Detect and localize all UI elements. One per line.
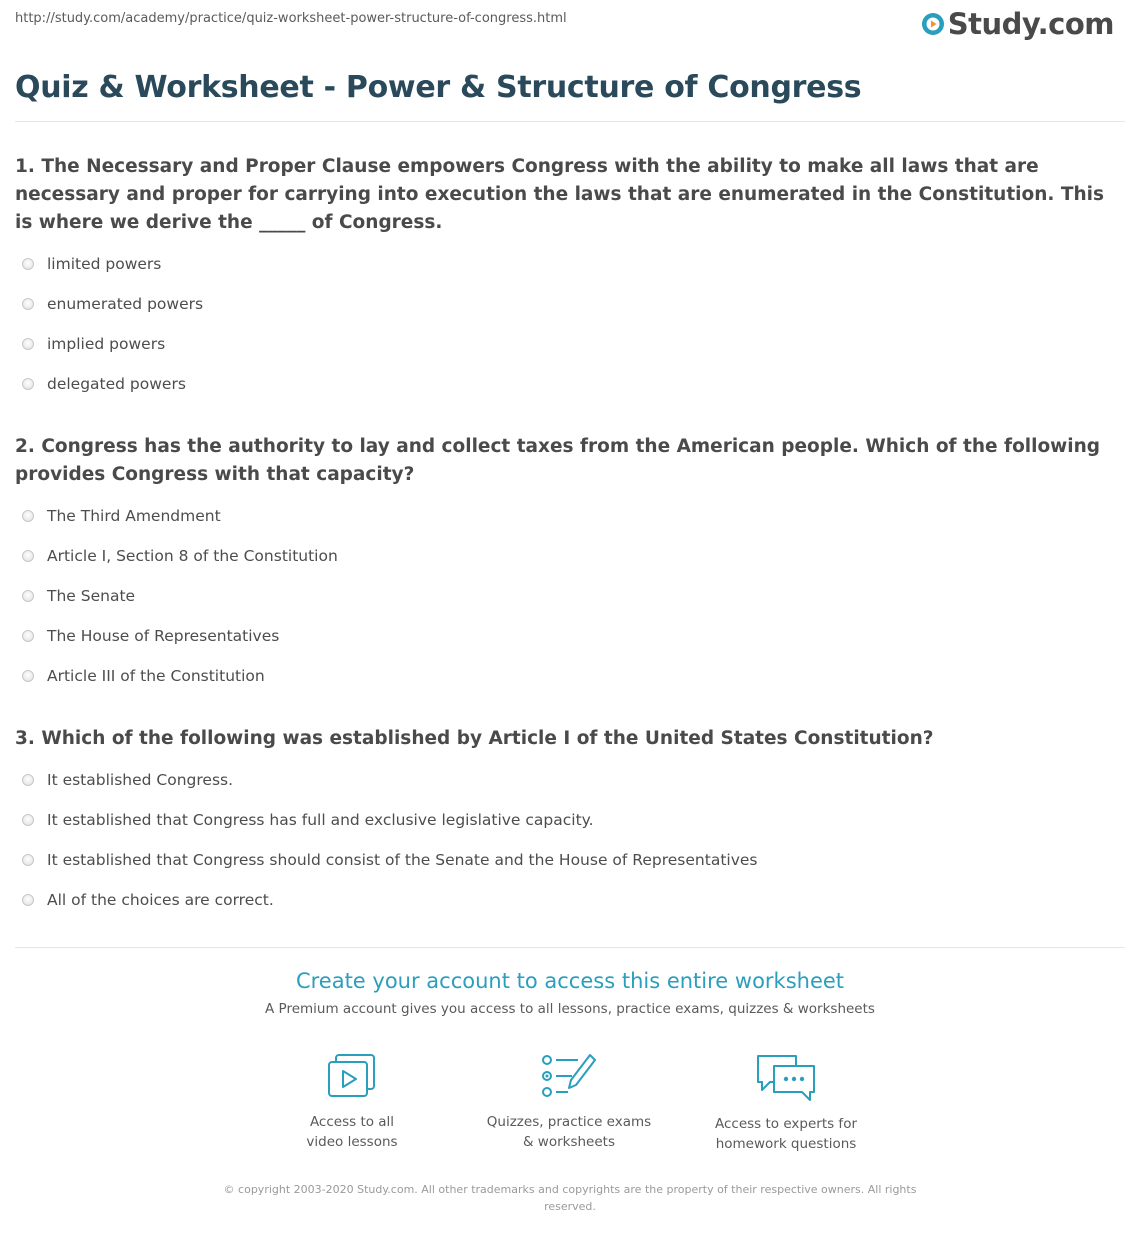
answer-option[interactable] xyxy=(22,800,758,840)
answer-label: Article I, Section 8 of the Constitution xyxy=(47,547,338,565)
answer-label: It established that Congress should consist of the Senate and the House of Representatives xyxy=(47,851,758,869)
answer-label: The Senate xyxy=(47,587,136,605)
feature-line-1: Access to experts for xyxy=(714,1116,857,1132)
answer-label: All of the choices are correct. xyxy=(47,891,274,909)
radio-button[interactable] xyxy=(22,590,34,602)
answer-option[interactable] xyxy=(22,760,758,800)
answer-option[interactable] xyxy=(22,324,203,364)
question-2-answers xyxy=(22,496,338,696)
feature-experts xyxy=(686,1052,886,1154)
radio-button[interactable] xyxy=(22,258,34,270)
feature-quizzes xyxy=(469,1052,669,1152)
create-account-link[interactable]: Create your account to access this entire worksheet xyxy=(295,969,845,993)
answer-option[interactable] xyxy=(22,576,338,616)
question-3-text: 3. Which of the following was established by Article I of the United States Constitution? xyxy=(15,728,934,749)
page-title: Quiz & Worksheet - Power & Structure of Congress xyxy=(15,70,862,105)
answer-option[interactable] xyxy=(22,840,758,880)
answer-label: implied powers xyxy=(47,335,166,353)
answer-option[interactable] xyxy=(22,880,758,920)
feature-video-lessons xyxy=(252,1052,452,1152)
question-1-text: 1. The Necessary and Proper Clause empowers Congress with the ability to make all laws that are necessary and proper for carrying into execution the laws that are enumerated in the Constitution. This is where we derive the _____ of Congress. xyxy=(15,156,1105,233)
title-divider xyxy=(15,121,1125,122)
questions-divider xyxy=(15,947,1125,948)
answer-option[interactable] xyxy=(22,616,338,656)
radio-button[interactable] xyxy=(22,378,34,390)
radio-button[interactable] xyxy=(22,550,34,562)
question-1-answers xyxy=(22,244,203,404)
feature-line-2: homework questions xyxy=(715,1136,857,1152)
answer-label: The Third Amendment xyxy=(47,507,221,525)
answer-label: limited powers xyxy=(47,255,162,273)
answer-option[interactable] xyxy=(22,244,203,284)
answer-option[interactable] xyxy=(22,284,203,324)
radio-button[interactable] xyxy=(22,894,34,906)
answer-label: It established Congress. xyxy=(47,771,234,789)
radio-button[interactable] xyxy=(22,814,34,826)
page-url: http://study.com/academy/practice/quiz-worksheet-power-structure-of-congress.html xyxy=(15,11,567,26)
feature-line-1: Quizzes, practice exams xyxy=(486,1114,652,1130)
question-3-answers xyxy=(22,760,758,920)
study-logo[interactable] xyxy=(921,6,1114,42)
answer-label: The House of Representatives xyxy=(47,627,280,645)
feature-line-2: video lessons xyxy=(306,1134,398,1150)
answer-option[interactable] xyxy=(22,496,338,536)
logo-play-icon xyxy=(921,12,945,36)
answer-option[interactable] xyxy=(22,656,338,696)
radio-button[interactable] xyxy=(22,774,34,786)
feature-line-1: Access to all xyxy=(309,1114,395,1130)
chat-bubbles-icon xyxy=(754,1052,818,1102)
radio-button[interactable] xyxy=(22,854,34,866)
answer-label: Article III of the Constitution xyxy=(47,667,265,685)
logo-text: Study.com xyxy=(947,7,1114,41)
copyright-notice: © copyright 2003-2020 Study.com. All other trademarks and copyrights are the property of their respective owners. All rights reserved. xyxy=(223,1183,917,1213)
radio-button[interactable] xyxy=(22,298,34,310)
radio-button[interactable] xyxy=(22,510,34,522)
premium-description: A Premium account gives you access to all lessons, practice exams, quizzes & worksheets xyxy=(265,1001,875,1017)
answer-label: delegated powers xyxy=(47,375,186,393)
video-lessons-icon xyxy=(326,1052,378,1100)
question-2-text: 2. Congress has the authority to lay and collect taxes from the American people. Which of the following provides Congress with that capacity? xyxy=(15,436,1101,485)
quiz-checklist-icon xyxy=(540,1052,598,1100)
feature-line-2: & worksheets xyxy=(522,1134,615,1150)
radio-button[interactable] xyxy=(22,630,34,642)
answer-option[interactable] xyxy=(22,364,203,404)
answer-label: It established that Congress has full and exclusive legislative capacity. xyxy=(47,811,594,829)
answer-label: enumerated powers xyxy=(47,295,204,313)
radio-button[interactable] xyxy=(22,338,34,350)
answer-option[interactable] xyxy=(22,536,338,576)
radio-button[interactable] xyxy=(22,670,34,682)
